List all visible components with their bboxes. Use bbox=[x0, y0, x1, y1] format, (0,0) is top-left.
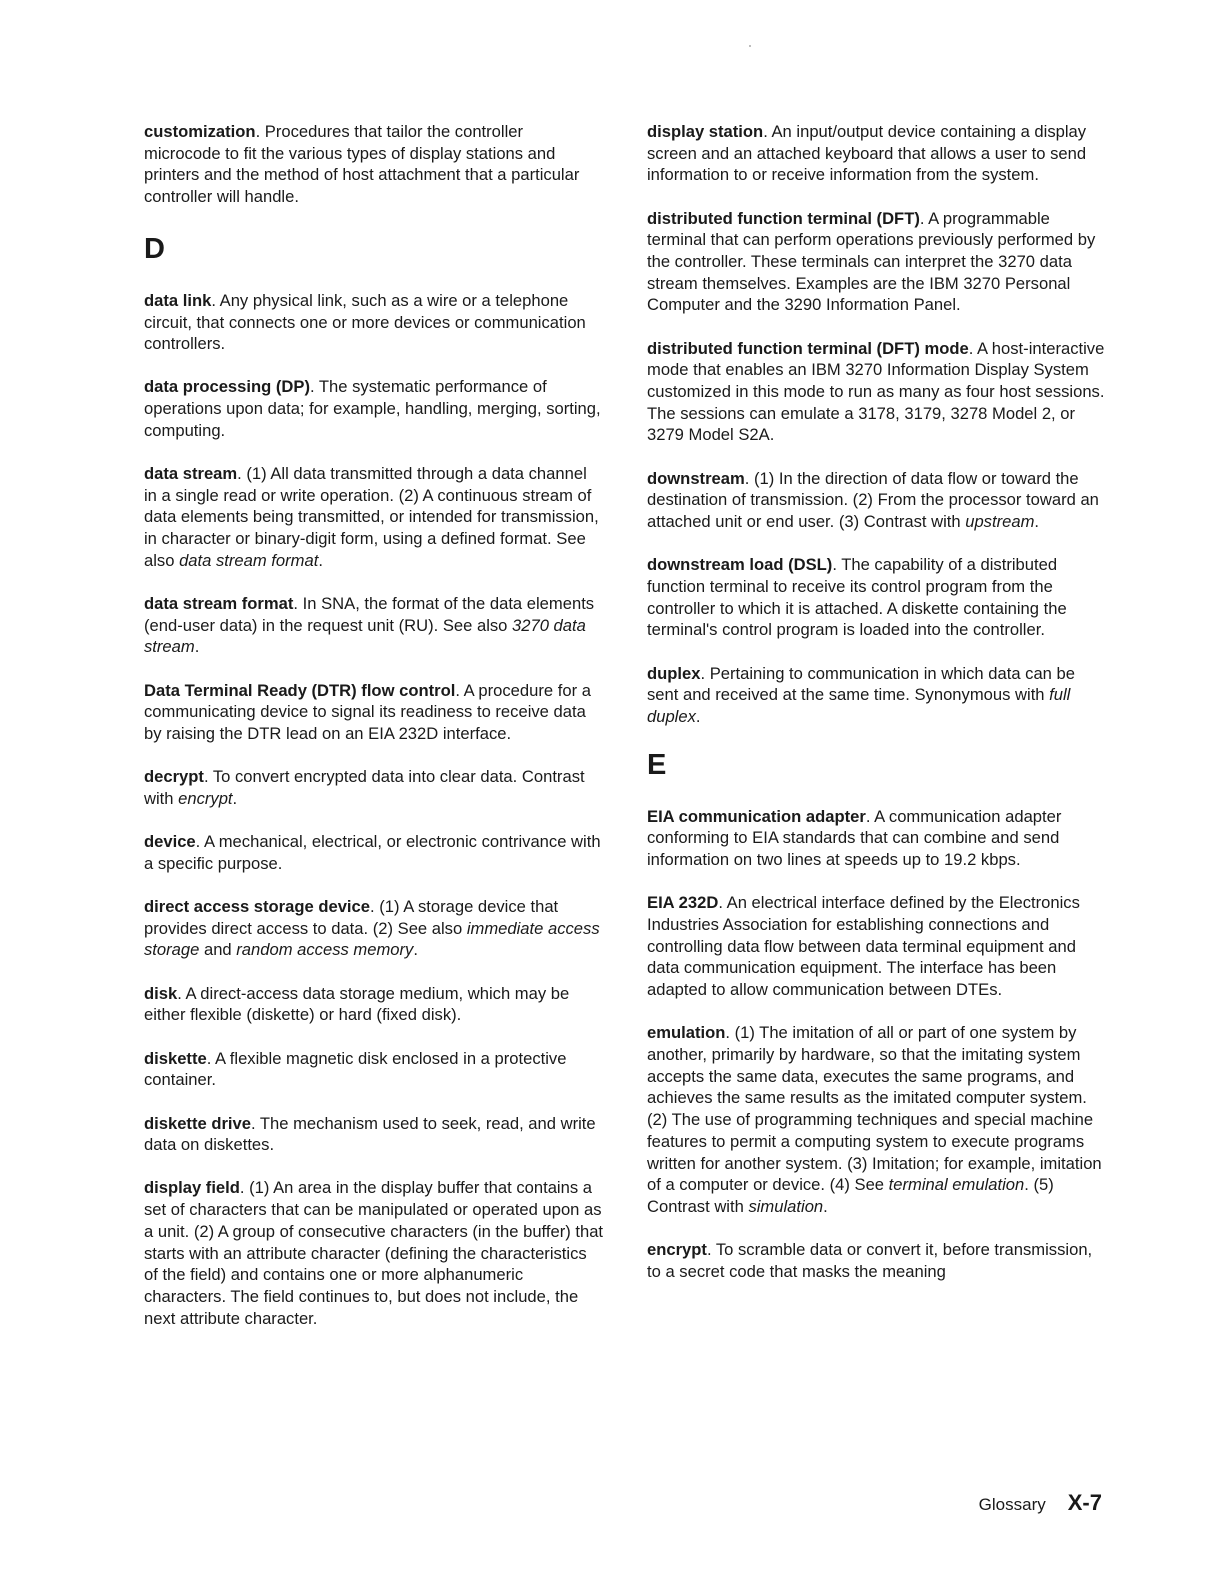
glossary-term: data processing (DP) bbox=[144, 377, 310, 397]
definition-text: . A direct-access data storage medium, which may be either flexible (diskette) or hard (fixed disk). bbox=[144, 983, 570, 1025]
definition-text: . A procedure for a communicating device to signal its readiness to receive data by raising the DTR lead on an EIA 232D interface. bbox=[144, 680, 591, 744]
glossary-term: Data Terminal Ready (DTR) flow control bbox=[144, 680, 456, 700]
glossary-term: customization bbox=[144, 122, 256, 141]
cross-reference: data stream format bbox=[179, 550, 319, 570]
definition-text: . bbox=[695, 706, 701, 726]
definition-text: . A mechanical, electrical, or electronic contrivance with a specific purpose. bbox=[144, 832, 601, 873]
definition-text: . A programmable terminal that can perform operations previously performed by the controller. These terminals can interpret the 3270 data stream themselves. Examples are the IBM 3270 Personal Computer and the 3290 Information Panel. bbox=[647, 208, 1096, 315]
definition-text: . bbox=[413, 940, 418, 960]
definition-text: . A host-interactive mode that enables an IBM 3270 Information Display System customized in this mode to run as many as four host sessions. The sessions can emulate a 3178, 3179, 3278 Model 2, or 3279 Model S2A. bbox=[647, 338, 1105, 445]
definition-text: . An electrical interface defined by the Electronics Industries Association for establishing connections and controlling data flow between data terminal equipment and data communication equipment. The interface has been adapted to allow communication between DTEs. bbox=[647, 893, 1080, 1000]
definition-text: . The systematic performance of operations upon data; for example, handling, merging, sorting, computing. bbox=[144, 377, 601, 440]
glossary-entry bbox=[647, 1022, 1107, 1217]
definition-text: . bbox=[194, 637, 200, 657]
glossary-entry bbox=[647, 121, 1107, 186]
page-footer bbox=[979, 1490, 1102, 1516]
glossary-entry bbox=[144, 376, 604, 441]
definition-text: . Any physical link, such as a wire or a telephone circuit, that connects one or more devices or communication controllers. bbox=[144, 290, 586, 354]
glossary-term: encrypt bbox=[647, 1240, 707, 1260]
glossary-entry bbox=[144, 1113, 604, 1156]
cross-reference: terminal emulation bbox=[888, 1175, 1025, 1195]
glossary-entry bbox=[647, 554, 1107, 641]
glossary-term: distributed function terminal (DFT) bbox=[647, 208, 920, 228]
glossary-term: display station bbox=[647, 122, 764, 141]
glossary-entry bbox=[144, 463, 604, 572]
definition-text: . (1) An area in the display buffer that contains a set of characters that can be manipulated or operated upon as a unit. (2) A group of consecutive characters (in the buffer) that starts with an attribute character (defining the characteristics of the field) and contains one or more alphanumeric characters. The field continues to, but does not include, the next attribute character. bbox=[144, 1178, 604, 1328]
glossary-entry bbox=[144, 983, 604, 1026]
glossary-term: diskette drive bbox=[144, 1113, 251, 1133]
cross-reference: 3270 data stream bbox=[144, 615, 586, 657]
glossary-entry bbox=[144, 1177, 604, 1329]
definition-text: . An input/output device containing a display screen and an attached keyboard that allows a user to send information to or receive information from the system. bbox=[647, 122, 1087, 185]
definition-text: . Procedures that tailor the controller microcode to fit the various types of display stations and printers and the method of host attachment that a particular controller will handle. bbox=[144, 122, 580, 207]
glossary-entry bbox=[144, 680, 604, 745]
definition-text: . The mechanism used to seek, read, and write data on diskettes. bbox=[144, 1113, 596, 1155]
glossary-term: data link bbox=[144, 290, 212, 310]
glossary-entry bbox=[144, 896, 604, 961]
glossary-entry bbox=[144, 766, 604, 809]
section-letter-e: E bbox=[647, 748, 667, 781]
glossary-term: distributed function terminal (DFT) mode bbox=[647, 338, 969, 358]
definition-text: . (5) Contrast with bbox=[647, 1175, 1054, 1216]
cross-reference: upstream bbox=[965, 512, 1035, 532]
definition-text: . bbox=[1034, 512, 1040, 532]
scan-speck bbox=[749, 45, 751, 47]
glossary-term: EIA 232D bbox=[647, 893, 719, 913]
definition-text: . (1) A storage device that provides direct access to data. (2) See also bbox=[144, 897, 559, 938]
definition-text: and bbox=[199, 940, 237, 960]
definition-text: . The capability of a distributed function terminal to receive its control program from the controller to which it is attached. A diskette containing the terminal's control program is loaded into the controller. bbox=[647, 555, 1067, 640]
glossary-term: EIA communication adapter bbox=[647, 806, 866, 826]
glossary-term: emulation bbox=[647, 1023, 726, 1043]
definition-text: . Pertaining to communication in which data can be sent and received at the same time. Synonymous with bbox=[647, 663, 1075, 705]
definition-text: . (1) The imitation of all or part of one system by another, primarily by hardware, so that the imitating system accepts the same data, executes the same programs, and achieves the same results as the imitated computer system. (2) The use of programming techniques and special machine features to permit a computing system to execute programs written for another system. (3) Imitation; for example, imitation of a computer or device. (4) See bbox=[647, 1023, 1102, 1195]
definition-text: . bbox=[232, 788, 238, 808]
right-column bbox=[647, 121, 1107, 1304]
definition-text: . (1) All data transmitted through a data channel in a single read or write operation. (2) A continuous stream of data elements being transmitted, or intended for transmission, in character or binary-digit form, using a defined format. See also bbox=[144, 464, 599, 570]
glossary-term: downstream bbox=[647, 468, 745, 488]
glossary-entry bbox=[144, 121, 604, 208]
glossary-entry bbox=[144, 593, 604, 658]
definition-text: . (1) In the direction of data flow or toward the destination of transmission. (2) From the processor toward an attached unit or end user. (3) Contrast with bbox=[647, 468, 1099, 532]
glossary-term: downstream load (DSL) bbox=[647, 555, 833, 575]
glossary-entry bbox=[647, 663, 1107, 728]
cross-reference: encrypt bbox=[178, 788, 233, 808]
glossary-term: data stream format bbox=[144, 594, 294, 614]
glossary-term: data stream bbox=[144, 464, 238, 484]
glossary-term: display field bbox=[144, 1178, 240, 1198]
left-column bbox=[144, 121, 604, 1351]
definition-text: . bbox=[823, 1196, 828, 1216]
cross-reference: immediate access storage bbox=[144, 918, 600, 960]
definition-text: . To scramble data or convert it, before transmission, to a secret code that masks the meaning bbox=[647, 1240, 1093, 1281]
glossary-entry bbox=[144, 1048, 604, 1091]
footer-section-label: Glossary bbox=[978, 1495, 1046, 1514]
cross-reference: simulation bbox=[748, 1196, 824, 1216]
definition-text: . bbox=[318, 550, 323, 570]
glossary-term: direct access storage device bbox=[144, 897, 370, 917]
glossary-term: disk bbox=[144, 983, 178, 1003]
section-letter-d: D bbox=[144, 232, 165, 265]
glossary-term: diskette bbox=[144, 1048, 207, 1068]
glossary-entry bbox=[647, 806, 1107, 871]
glossary-entry bbox=[647, 208, 1107, 317]
cross-reference: full duplex bbox=[647, 685, 1071, 726]
cross-reference: random access memory bbox=[236, 940, 414, 960]
definition-text: . To convert encrypted data into clear data. Contrast with bbox=[144, 767, 585, 808]
definition-text: . In SNA, the format of the data elements (end-user data) in the request unit (RU). See also bbox=[144, 594, 595, 635]
definition-text: . A flexible magnetic disk enclosed in a protective container. bbox=[144, 1048, 567, 1090]
glossary-term: device bbox=[144, 832, 196, 852]
glossary-term: duplex bbox=[647, 663, 701, 683]
glossary-entry bbox=[144, 290, 604, 355]
glossary-entry bbox=[144, 831, 604, 874]
glossary-term: decrypt bbox=[144, 767, 204, 787]
definition-text: . A communication adapter conforming to EIA standards that can combine and send information on two lines at speeds up to 19.2 kbps. bbox=[647, 806, 1062, 870]
page-number: X-7 bbox=[1067, 1490, 1102, 1515]
glossary-entry bbox=[647, 468, 1107, 533]
glossary-entry bbox=[647, 338, 1107, 447]
glossary-entry bbox=[647, 1239, 1107, 1282]
glossary-entry bbox=[647, 892, 1107, 1001]
